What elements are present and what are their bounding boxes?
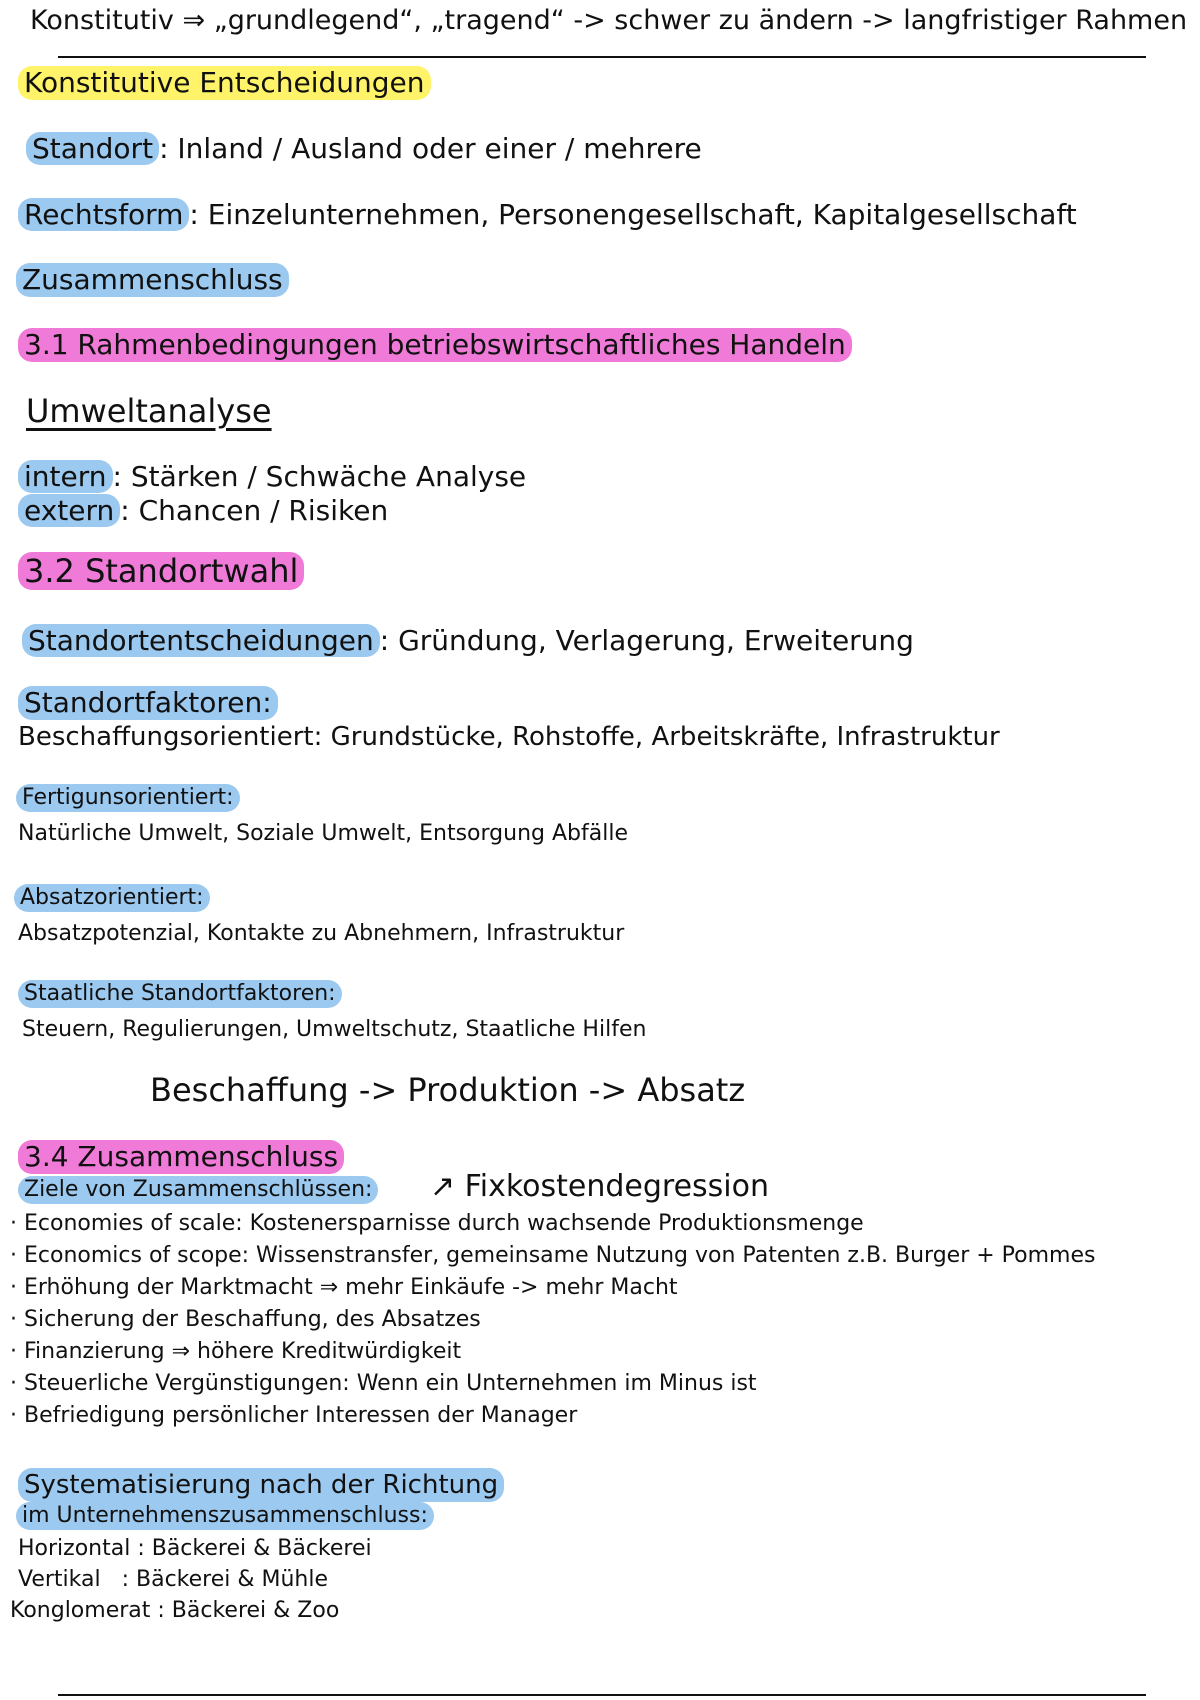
ziele-label: Ziele von Zusammenschlüssen:: [18, 1176, 378, 1204]
ziele-list: [10, 1210, 1096, 1428]
fertigung-text: Natürliche Umwelt, Soziale Umwelt, Entsorgung Abfälle: [18, 821, 628, 846]
richtung-vertikal: Vertikal : Bäckerei & Mühle: [18, 1567, 329, 1592]
absatz-label: Absatzorientiert:: [14, 884, 210, 912]
extern-line: [18, 494, 388, 528]
list-item: · Economics of scope: Wissenstransfer, gemeinsame Nutzung von Patenten z.B. Burger + Pommes: [10, 1243, 1096, 1268]
umweltanalyse: Umweltanalyse: [26, 392, 272, 430]
section-3-1: 3.1 Rahmenbedingungen betriebswirtschaftliches Handeln: [18, 328, 852, 362]
list-item: · Finanzierung ⇒ höhere Kreditwürdigkeit: [10, 1339, 462, 1364]
staatlich-label: Staatliche Standortfaktoren:: [18, 980, 342, 1008]
extern-text: : Chancen / Risiken: [120, 494, 389, 527]
standort-label: Standort: [26, 132, 159, 165]
list-item: · Sicherung der Beschaffung, des Absatzes: [10, 1307, 481, 1332]
list-item: · Befriedigung persönlicher Interessen der Manager: [10, 1403, 578, 1428]
list-item: · Erhöhung der Marktmacht ⇒ mehr Einkäufe -> mehr Macht: [10, 1275, 678, 1300]
rechtsform-line: [18, 198, 1077, 232]
extern-label: extern: [18, 494, 120, 527]
zusammenschluss-label: Zusammenschluss: [16, 263, 289, 297]
intern-line: [18, 460, 526, 494]
systematisierung-line1: Systematisierung nach der Richtung: [18, 1468, 504, 1502]
top-line: Konstitutiv ⇒ „grundlegend“, „tragend“ -> schwer zu ändern -> langfristiger Rahmen: [30, 5, 1188, 36]
rechtsform-label: Rechtsform: [18, 198, 189, 231]
list-item: · Steuerliche Vergünstigungen: Wenn ein Unternehmen im Minus ist: [10, 1371, 757, 1396]
rechtsform-text: : Einzelunternehmen, Personengesellschaft, Kapitalgesellschaft: [189, 198, 1077, 231]
fixkosten-annotation: ↗ Fixkostendegression: [430, 1169, 769, 1204]
absatz-text: Absatzpotenzial, Kontakte zu Abnehmern, Infrastruktur: [18, 921, 625, 946]
standort-text: : Inland / Ausland oder einer / mehrere: [159, 132, 702, 165]
richtung-konglomerat: Konglomerat : Bäckerei & Zoo: [10, 1598, 340, 1623]
systematisierung-line2: im Unternehmenszusammenschluss:: [16, 1502, 434, 1530]
intern-text: : Stärken / Schwäche Analyse: [112, 460, 527, 493]
standortentscheidungen-label: Standortentscheidungen: [22, 624, 380, 657]
intern-label: intern: [18, 460, 113, 493]
standortentscheidungen-line: [22, 624, 914, 658]
list-item: · Economies of scale: Kostenersparnisse durch wachsende Produktionsmenge: [10, 1211, 864, 1236]
standortfaktoren-text: Beschaffungsorientiert: Grundstücke, Rohstoffe, Arbeitskräfte, Infrastruktur: [18, 722, 1000, 752]
fertigung-label: Fertigunsorientiert:: [16, 784, 240, 812]
section-3-4: 3.4 Zusammenschluss: [18, 1140, 344, 1174]
heading-konstitutive: Konstitutive Entscheidungen: [18, 66, 431, 100]
standortentscheidungen-text: : Gründung, Verlagerung, Erweiterung: [379, 624, 914, 657]
standortfaktoren-label: Standortfaktoren:: [18, 686, 278, 720]
standort-line: [26, 132, 702, 166]
staatlich-text: Steuern, Regulierungen, Umweltschutz, Staatliche Hilfen: [22, 1017, 647, 1042]
bottom-divider: [58, 1694, 1146, 1696]
flow-line: Beschaffung -> Produktion -> Absatz: [150, 1071, 746, 1109]
top-divider: [58, 56, 1146, 58]
section-3-2: 3.2 Standortwahl: [18, 552, 304, 590]
richtung-horizontal: Horizontal : Bäckerei & Bäckerei: [18, 1536, 372, 1561]
